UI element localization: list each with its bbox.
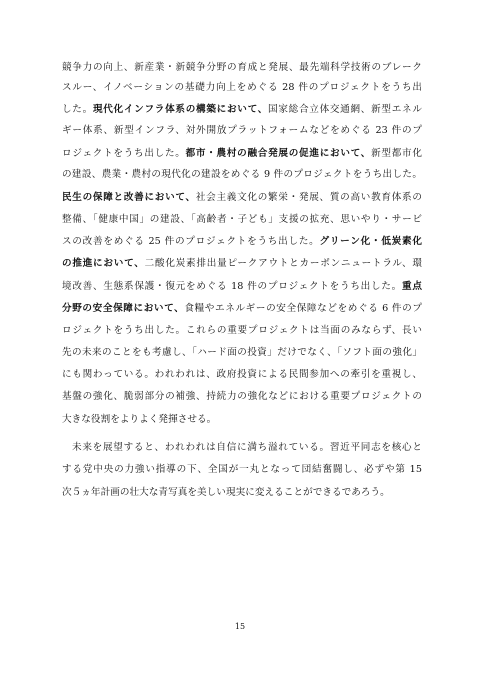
text-line (62, 280, 422, 293)
text-run: 食糧やエネルギーの安全保障などをめぐる 6 件のプ (184, 303, 422, 314)
text-run: 整備、「健康中国」の建設、「高齢者・子ども」支援の拡充、思いやり・サービ (62, 214, 422, 225)
text-run: の建設、農業・農村の現代化の建設をめぐる 9 件のプロジェクトをうち出した。 (62, 169, 422, 180)
text-run: 競争力の向上、新産業・新競争分野の育成と発展、最先端科学技術のブレーク (62, 62, 422, 73)
page-number: 15 (234, 622, 246, 631)
text-line (62, 147, 422, 160)
bold-heading-run: の推進において、 (62, 258, 145, 269)
text-line (62, 463, 422, 476)
bold-heading-run: 分野の安全保障において、 (62, 303, 185, 314)
text-line (62, 103, 422, 116)
text-line (62, 257, 422, 270)
text-run: 基盤の強化、脆弱部分の補強、持続力の強化などにおける重要プロジェクトの (62, 391, 422, 402)
text-run: 二酸化炭素排出量ピークアウトとカーボンニュートラル、環 (144, 258, 422, 269)
text-run: した。 (62, 104, 93, 115)
text-line (62, 191, 422, 204)
text-run: スルー、イノベーションの基礎力向上をめぐる 28 件のプロジェクトをうち出 (62, 82, 422, 93)
text-run: スの改善をめぐる 25 件のプロジェクトをうち出した。 (62, 236, 320, 247)
text-run: 社会主義文化の繁栄・発展、質の高い教育体系の (195, 192, 422, 203)
text-line (62, 346, 422, 359)
text-run: 国家総合立体交通網、新型エネル (268, 104, 422, 115)
bold-heading-run: グリーン化・低炭素化 (319, 236, 422, 247)
text-run: ギー体系、新型インフラ、対外開放プラットフォームなどをめぐる 23 件のプ (62, 125, 422, 136)
text-run: 境改善、生態系保護・復元をめぐる 18 件のプロジェクトをうち出した。 (62, 281, 403, 292)
text-run: 新型都市化 (371, 148, 422, 159)
text-run: ロジェクトをうち出した。これらの重要プロジェクトは当面のみならず、長い (62, 325, 422, 336)
bold-heading-run: 都市・農村の融合発展の促進において、 (185, 148, 372, 159)
text-run: 未来を展望すると、われわれは自信に満ち溢れている。習近平同志を核心と (72, 442, 422, 453)
text-line (62, 368, 422, 381)
text-run: 先の未来のことをも考慮し、「ハード面の投資」だけでなく、「ソフト面の強化」 (62, 347, 422, 358)
text-line (72, 441, 422, 454)
bold-heading-run: 重点 (402, 281, 422, 292)
text-line (62, 81, 422, 94)
text-run: にも関わっている。われわれは、政府投資による民間参加への牽引を重視し、 (62, 369, 422, 380)
text-line (62, 124, 422, 137)
text-line (62, 168, 422, 181)
bold-heading-run: 現代化インフラ体系の構築において、 (92, 104, 269, 115)
text-run: する党中央の力強い指導の下、全国が一丸となって団結奮闘し、必ずや第 15 (62, 464, 422, 475)
text-line (62, 486, 422, 499)
bold-heading-run: 民生の保障と改善において、 (62, 192, 196, 203)
text-line (62, 302, 422, 315)
text-line (62, 390, 422, 403)
text-line (62, 413, 422, 426)
text-run: 大きな役割をよりよく発揮させる。 (62, 414, 217, 425)
text-run: 次５ヵ年計画の壮大な青写真を美しい現実に変えることができるであろう。 (62, 487, 390, 498)
text-line (62, 235, 422, 248)
text-line (62, 213, 422, 226)
text-line (62, 324, 422, 337)
text-line (62, 61, 422, 74)
text-run: ロジェクトをうち出した。 (62, 148, 186, 159)
